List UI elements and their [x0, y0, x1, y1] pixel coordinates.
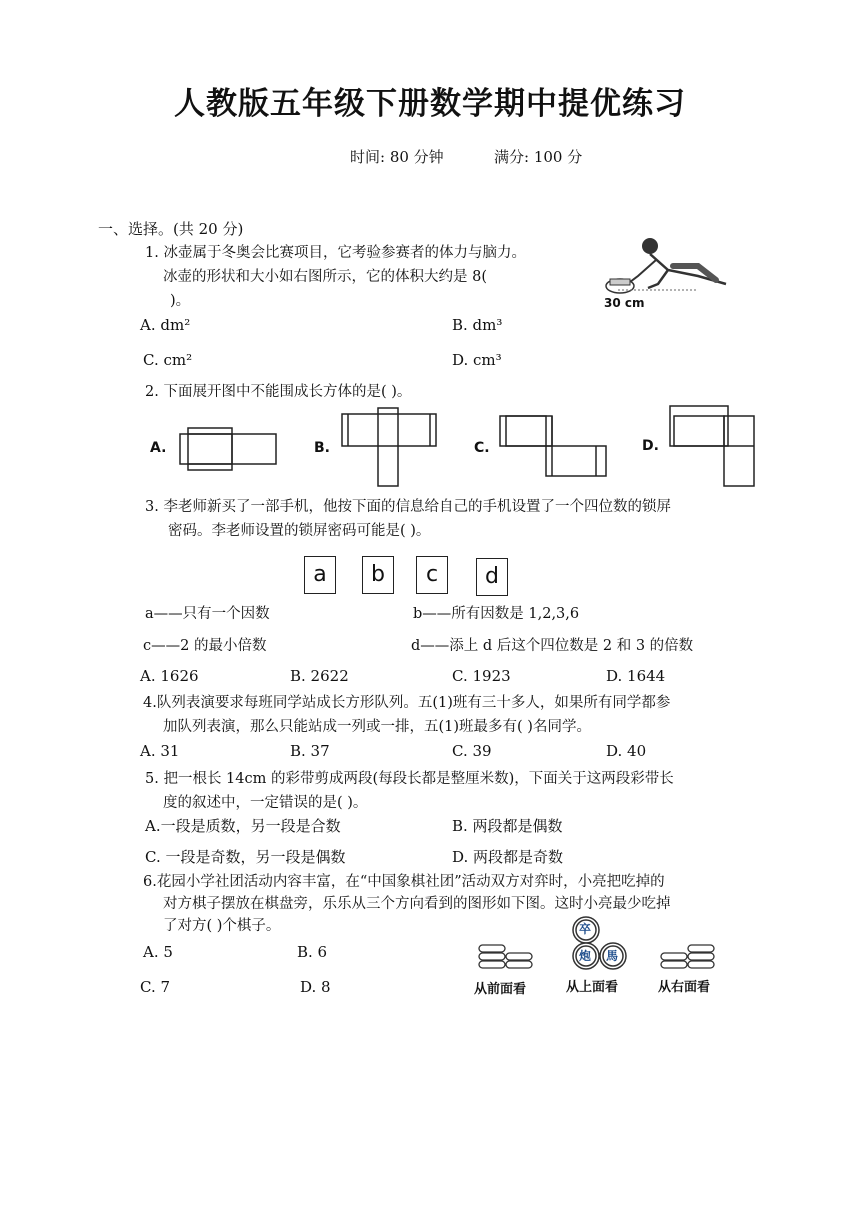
q2-label-a: A. [150, 440, 167, 456]
q5-option-b[interactable]: B. 两段都是偶数 [452, 817, 563, 835]
q1-option-b[interactable]: B. dm³ [452, 316, 503, 334]
front-view-stack [478, 944, 534, 974]
q3-line1: 3. 李老师新买了一部手机，他按下面的信息给自己的手机设置了一个四位数的锁屏 [145, 499, 671, 515]
q3-option-c[interactable]: C. 1923 [452, 667, 511, 685]
exam-time: 时间: 80 分钟 [350, 148, 444, 166]
q2-label-c: C. [474, 440, 490, 456]
section-heading: 一、选择。(共 20 分) [98, 220, 244, 238]
q4-option-d[interactable]: D. 40 [606, 742, 647, 760]
q3-line2: 密码。李老师设置的锁屏密码可能是( )。 [168, 523, 431, 539]
right-view-label: 从右面看 [658, 980, 711, 995]
q6-option-b[interactable]: B. 6 [297, 943, 328, 961]
page-title: 人教版五年级下册数学期中提优练习 [174, 86, 686, 122]
net-a-figure [180, 428, 280, 472]
q5-option-d[interactable]: D. 两段都是奇数 [452, 848, 564, 866]
q3-option-d[interactable]: D. 1644 [606, 667, 666, 685]
net-d-figure [668, 406, 760, 490]
net-c-figure [500, 416, 610, 480]
q1-line1: 1. 冰壶属于冬奥会比赛项目，它考验参赛者的体力与脑力。 [145, 245, 526, 261]
password-box-b: b [362, 556, 394, 594]
q1-option-c[interactable]: C. cm² [143, 351, 193, 369]
right-view-stack [660, 944, 716, 974]
q6-line2: 对方棋子摆放在棋盘旁，乐乐从三个方向看到的图形如下图。这时小亮最少吃掉 [163, 896, 671, 912]
q6-line3: 了对方( )个棋子。 [163, 918, 281, 934]
q2-label-b: B. [314, 440, 330, 456]
q2-text: 2. 下面展开图中不能围成长方体的是( )。 [145, 384, 412, 400]
q4-line1: 4.队列表演要求每班同学站成长方形队列。五(1)班有三十多人，如果所有同学都参 [143, 695, 671, 711]
q2-label-d: D. [642, 438, 659, 454]
q1-line3: )。 [170, 293, 191, 309]
q5-option-a[interactable]: A.一段是质数，另一段是合数 [145, 817, 341, 835]
net-b-figure [342, 408, 442, 488]
q3-clue-a: a——只有一个因数 [145, 606, 270, 622]
exam-full-score: 满分: 100 分 [494, 148, 583, 166]
front-view-label: 从前面看 [474, 982, 527, 997]
q6-option-c[interactable]: C. 7 [140, 978, 171, 996]
q3-clue-c: c——2 的最小倍数 [143, 638, 267, 654]
q5-line1: 5. 把一根长 14cm 的彩带剪成两段(每段长都是整厘米数)，下面关于这两段彩带长 [145, 771, 674, 787]
password-box-c: c [416, 556, 448, 594]
q1-line2: 冰壶的形状和大小如右图所示，它的体积大约是 8( [163, 269, 487, 285]
q4-option-b[interactable]: B. 37 [290, 742, 330, 760]
piece-ma: 馬 [606, 949, 619, 963]
q1-option-a[interactable]: A. dm² [140, 316, 191, 334]
q3-option-a[interactable]: A. 1626 [140, 667, 199, 685]
piece-zu: 卒 [579, 922, 592, 936]
q3-option-b[interactable]: B. 2622 [290, 667, 349, 685]
q3-clue-b: b——所有因数是 1,2,3,6 [413, 606, 580, 622]
q5-option-c[interactable]: C. 一段是奇数，另一段是偶数 [145, 848, 346, 866]
piece-pao: 炮 [579, 949, 592, 963]
q3-clue-d: d——添上 d 后这个四位数是 2 和 3 的倍数 [411, 638, 694, 654]
q4-option-a[interactable]: A. 31 [140, 742, 180, 760]
q5-line2: 度的叙述中，一定错误的是( )。 [163, 795, 368, 811]
password-box-d: d [476, 558, 508, 596]
q6-option-d[interactable]: D. 8 [300, 978, 331, 996]
password-box-a: a [304, 556, 336, 594]
q4-line2: 加队列表演，那么只能站成一列或一排，五(1)班最多有( )名同学。 [163, 719, 591, 735]
q1-option-d[interactable]: D. cm³ [452, 351, 502, 369]
q4-option-c[interactable]: C. 39 [452, 742, 492, 760]
top-view-label: 从上面看 [566, 980, 619, 995]
curling-size-label: 30 cm [604, 296, 645, 310]
q6-option-a[interactable]: A. 5 [143, 943, 173, 961]
q6-line1: 6.花园小学社团活动内容丰富，在“中国象棋社团”活动双方对弈时，小亮把吃掉的 [143, 874, 665, 890]
